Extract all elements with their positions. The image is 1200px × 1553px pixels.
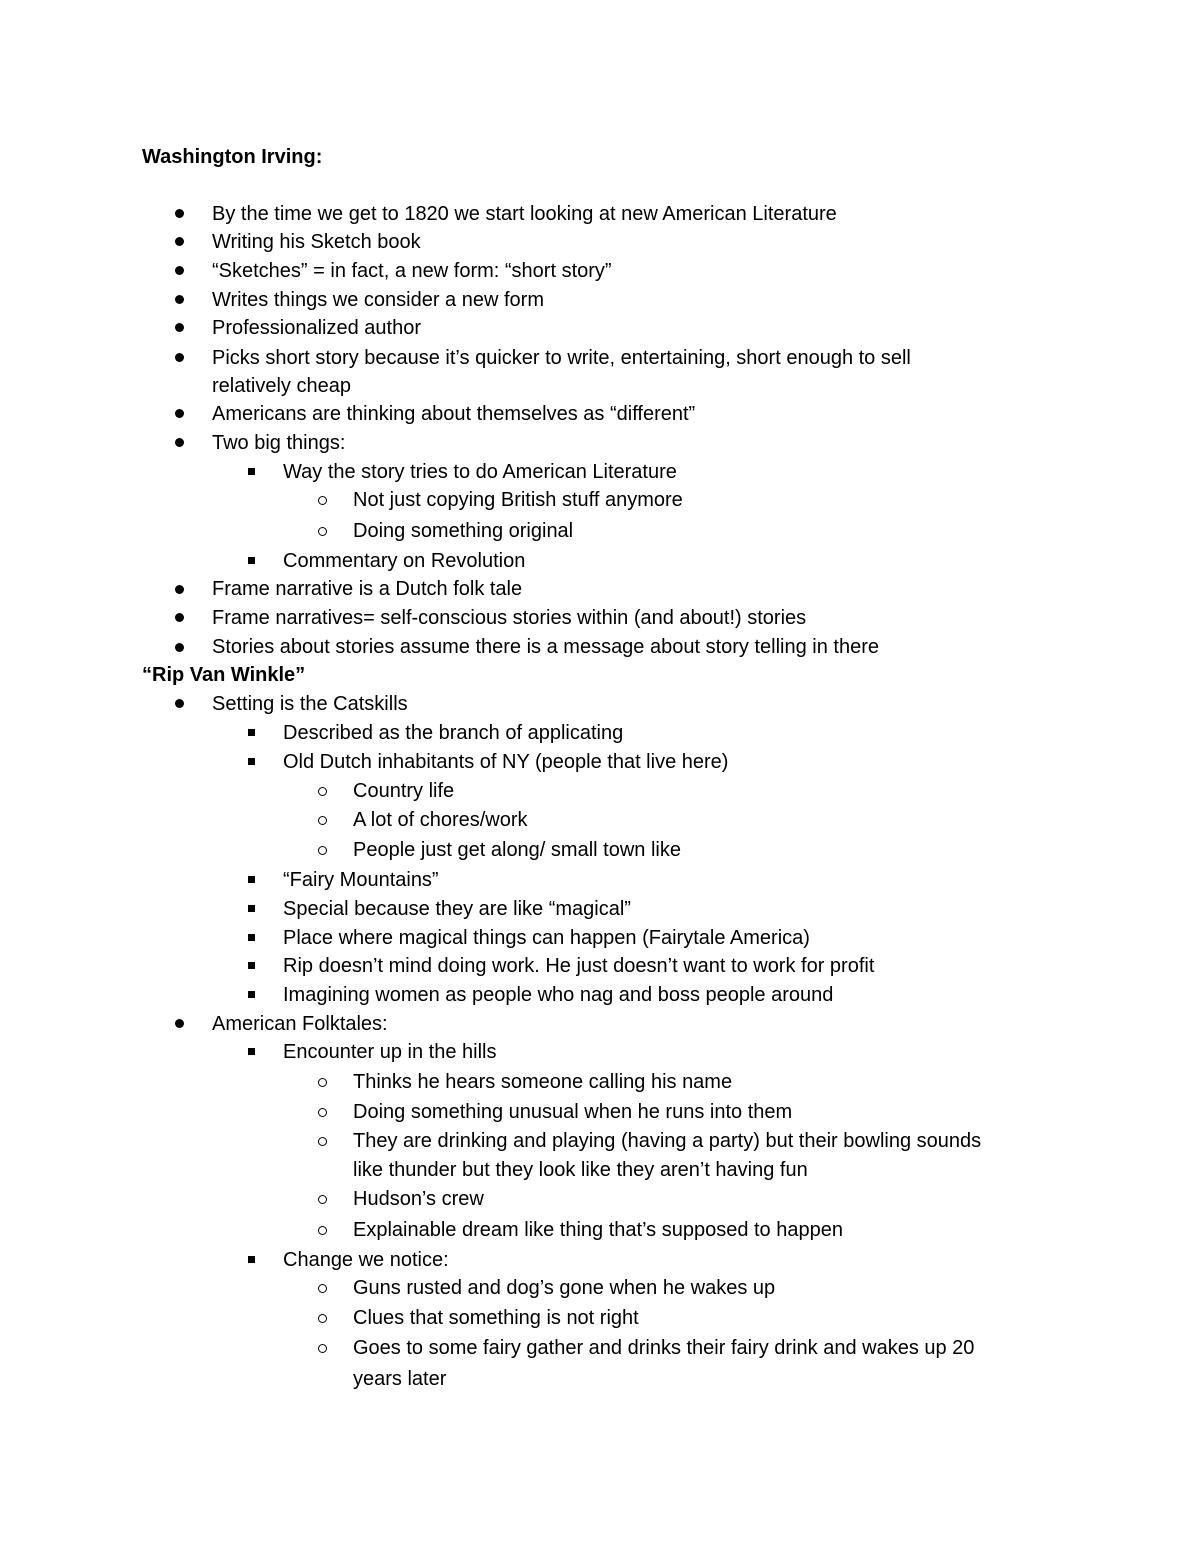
list-item: Guns rusted and dog’s gone when he wakes up bbox=[353, 1277, 776, 1299]
bullet-disc bbox=[175, 323, 184, 332]
list-item: Americans are thinking about themselves as “different” bbox=[212, 403, 696, 425]
bullet-disc bbox=[175, 209, 184, 218]
list-item: Commentary on Revolution bbox=[283, 550, 526, 572]
list-item: Rip doesn’t mind doing work. He just doesn’t want to work for profit bbox=[283, 955, 875, 977]
list-item: Explainable dream like thing that’s supposed to happen bbox=[353, 1219, 843, 1241]
list-item-continuation: years later bbox=[353, 1368, 447, 1390]
bullet-disc bbox=[175, 585, 184, 594]
bullet-disc bbox=[175, 237, 184, 246]
bullet-disc bbox=[175, 643, 184, 652]
list-item: Doing something unusual when he runs into them bbox=[353, 1101, 793, 1123]
bullet-disc bbox=[175, 266, 184, 275]
list-item: They are drinking and playing (having a party) but their bowling sounds bbox=[353, 1130, 982, 1152]
bullet-circle bbox=[318, 1137, 327, 1146]
bullet-square bbox=[248, 758, 255, 765]
list-item: “Sketches” = in fact, a new form: “short story” bbox=[212, 260, 612, 282]
list-item: Hudson’s crew bbox=[353, 1188, 484, 1210]
bullet-square bbox=[248, 1048, 255, 1055]
list-item: Goes to some fairy gather and drinks their fairy drink and wakes up 20 bbox=[353, 1337, 975, 1359]
list-item: Stories about stories assume there is a message about story telling in there bbox=[212, 636, 880, 658]
bullet-disc bbox=[175, 409, 184, 418]
list-item: Frame narratives= self-conscious stories within (and about!) stories bbox=[212, 607, 807, 629]
list-item: Country life bbox=[353, 780, 455, 802]
bullet-disc bbox=[175, 353, 184, 362]
list-item: “Fairy Mountains” bbox=[283, 869, 439, 891]
list-item: Not just copying British stuff anymore bbox=[353, 489, 683, 511]
section-heading-rip-van-winkle: “Rip Van Winkle” bbox=[142, 664, 306, 686]
list-item: Writes things we consider a new form bbox=[212, 289, 544, 311]
list-item: Described as the branch of applicating bbox=[283, 722, 624, 744]
bullet-circle bbox=[318, 496, 327, 505]
list-item: Writing his Sketch book bbox=[212, 231, 421, 253]
list-item: By the time we get to 1820 we start looking at new American Literature bbox=[212, 203, 837, 225]
list-item: Encounter up in the hills bbox=[283, 1041, 497, 1063]
bullet-circle bbox=[318, 1344, 327, 1353]
list-item: Frame narrative is a Dutch folk tale bbox=[212, 578, 523, 600]
list-item-continuation: relatively cheap bbox=[212, 375, 351, 397]
list-item: Place where magical things can happen (Fairytale America) bbox=[283, 927, 810, 949]
bullet-circle bbox=[318, 846, 327, 855]
list-item: Special because they are like “magical” bbox=[283, 898, 631, 920]
bullet-square bbox=[248, 962, 255, 969]
list-item: American Folktales: bbox=[212, 1013, 388, 1035]
bullet-circle bbox=[318, 816, 327, 825]
bullet-square bbox=[248, 876, 255, 883]
list-item: Setting is the Catskills bbox=[212, 693, 408, 715]
bullet-disc bbox=[175, 699, 184, 708]
list-item: Thinks he hears someone calling his name bbox=[353, 1071, 733, 1093]
list-item: Way the story tries to do American Literature bbox=[283, 461, 677, 483]
list-item: Doing something original bbox=[353, 520, 574, 542]
bullet-disc bbox=[175, 438, 184, 447]
list-item: Picks short story because it’s quicker to write, entertaining, short enough to sell bbox=[212, 347, 911, 369]
bullet-circle bbox=[318, 1195, 327, 1204]
list-item-continuation: like thunder but they look like they aren’t having fun bbox=[353, 1159, 808, 1181]
list-item: Old Dutch inhabitants of NY (people that live here) bbox=[283, 751, 729, 773]
list-item: Professionalized author bbox=[212, 317, 422, 339]
bullet-square bbox=[248, 729, 255, 736]
bullet-square bbox=[248, 991, 255, 998]
list-item: Clues that something is not right bbox=[353, 1307, 639, 1329]
list-item: Two big things: bbox=[212, 432, 346, 454]
bullet-circle bbox=[318, 1226, 327, 1235]
list-item: People just get along/ small town like bbox=[353, 839, 681, 861]
section-heading-washington-irving: Washington Irving: bbox=[142, 146, 323, 168]
bullet-circle bbox=[318, 1078, 327, 1087]
bullet-square bbox=[248, 468, 255, 475]
bullet-disc bbox=[175, 1019, 184, 1028]
bullet-circle bbox=[318, 1284, 327, 1293]
bullet-disc bbox=[175, 613, 184, 622]
bullet-circle bbox=[318, 1108, 327, 1117]
bullet-square bbox=[248, 905, 255, 912]
bullet-square bbox=[248, 1256, 255, 1263]
bullet-square bbox=[248, 934, 255, 941]
list-item: Imagining women as people who nag and boss people around bbox=[283, 984, 834, 1006]
bullet-disc bbox=[175, 295, 184, 304]
list-item: Change we notice: bbox=[283, 1249, 449, 1271]
bullet-circle bbox=[318, 527, 327, 536]
list-item: A lot of chores/work bbox=[353, 809, 528, 831]
bullet-circle bbox=[318, 787, 327, 796]
bullet-square bbox=[248, 557, 255, 564]
bullet-circle bbox=[318, 1314, 327, 1323]
